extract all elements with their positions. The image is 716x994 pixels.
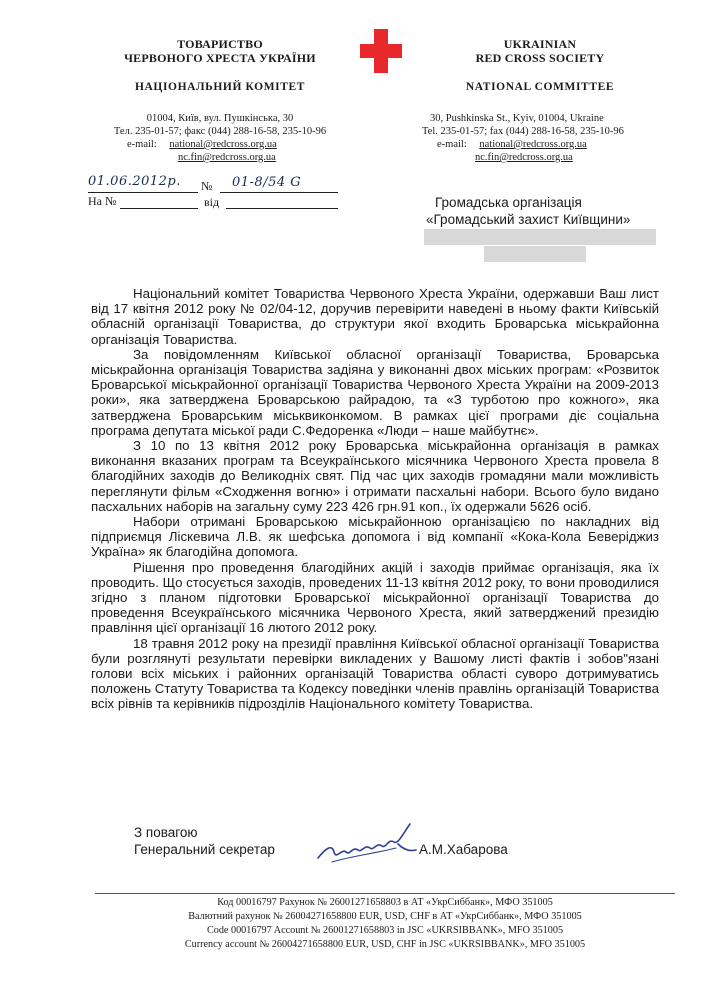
- handwritten-signature-icon: [312, 818, 422, 868]
- email-link-national-en[interactable]: national@redcross.org.ua: [479, 139, 587, 150]
- letter-body: [91, 286, 659, 712]
- address-english: 30, Pushkinska St., Kyiv, 01004, Ukraine: [430, 113, 604, 124]
- outgoing-number-sign: №: [201, 179, 213, 193]
- email-block-english: [416, 138, 686, 151]
- address-ukrainian: 01004, Київ, вул. Пушкінська, 30: [146, 113, 294, 124]
- bank-details-line1: Код 00016797 Рахунок № 26001271658803 в АТ «УкрСиббанк», МФО 351005: [217, 897, 553, 908]
- footer-divider: [95, 893, 675, 894]
- addressee-line2: «Громадський захист Київщини»: [426, 212, 631, 227]
- email-link-national[interactable]: national@redcross.org.ua: [169, 139, 277, 150]
- closing-phrase: З повагою: [134, 825, 198, 840]
- incoming-date-line: [226, 208, 338, 209]
- outgoing-number-line: [220, 192, 338, 193]
- phones-ukrainian: Тел. 235-01-57; факс (044) 288-16-58, 235-10-96: [113, 126, 327, 137]
- incoming-date-label: від: [204, 195, 220, 209]
- outgoing-date: 01.06.2012р.: [88, 174, 181, 189]
- outgoing-number: 01-8/54 G: [232, 175, 302, 190]
- org-name-ukrainian: [90, 37, 350, 65]
- bank-details-line3: Code 00016797 Account № 26001271658803 in JSC «UKRSIBBANK», MFO 351005: [206, 925, 564, 936]
- phones-english: Tel. 235-01-57; fax (044) 288-16-58, 235-10-96: [422, 126, 624, 137]
- org-name-line2: ЧЕРВОНОГО ХРЕСТА УКРАЇНИ: [124, 51, 316, 65]
- org-name-line2-en: RED CROSS SOCIETY: [475, 51, 605, 65]
- bank-details-line4: Currency account № 26004271658800 EUR, USD, CHF in JSC «UKRSIBBANK», MFO 351005: [184, 939, 586, 950]
- signatory-name: А.М.Хабарова: [419, 842, 508, 857]
- email-label: e-mail:: [127, 139, 157, 150]
- red-cross-icon: [360, 29, 402, 73]
- email-link-finance[interactable]: nc.fin@redcross.org.ua: [178, 152, 276, 163]
- paragraph-1: Національний комітет Товариства Червоного Хреста України, одержавши Ваш лист від 17 квітня 2012 року № 02/04-12, доручив перевірити наведені в ньому факти Київській обласній організації Товариства, до структури якої входить Броварська міськрайонна організація Товариства.: [91, 286, 659, 347]
- org-name-line1-en: UKRAINIAN: [503, 37, 577, 51]
- org-name-english: [440, 37, 640, 65]
- addressee: [426, 194, 706, 228]
- paragraph-3: З 10 по 13 квітня 2012 року Броварська міськрайонна організація в рамках виконання вказаних програм та Всеукраїнського місячника Червоного Хреста провела 8 благодійних заходів до Великодніх свят. Під час цих заходів громадяни мали можливість переглянути фільм «Сходження вогню» і отримати пасхальні набори. Всього було видано пасхальних наборів на загальну суму 223 426 грн.91 коп., їх одержали 5626 осіб.: [91, 438, 659, 514]
- outgoing-date-line: [88, 192, 198, 193]
- closing-block: [134, 824, 275, 858]
- redacted-block-1: [424, 229, 656, 245]
- incoming-number-line: [120, 208, 198, 209]
- email-label-en: e-mail:: [437, 139, 467, 150]
- committee-name-ukrainian: НАЦІОНАЛЬНИЙ КОМІТЕТ: [134, 81, 306, 93]
- email-block-ukrainian: [60, 138, 380, 151]
- redacted-block-2: [484, 246, 586, 262]
- incoming-number-label: На №: [88, 194, 117, 208]
- email-block-ukrainian-2: [60, 151, 380, 164]
- org-name-line1: ТОВАРИСТВО: [177, 37, 263, 51]
- paragraph-4: Набори отримані Броварською міськрайонною організацією по накладних від підприємця Ліскевича Л.В. як шефська допомога і від компанії «Кока-Кола Беверіджиз Україна» як благодійна допомога.: [91, 514, 659, 560]
- bank-details: [95, 896, 675, 952]
- bank-details-line2: Валютний рахунок № 26004271658800 EUR, USD, CHF в АТ «УкрСиббанк», МФО 351005: [188, 911, 582, 922]
- paragraph-5: Рішення про проведення благодійних акцій і заходів приймає організація, яка їх проводить. Що стосується заходів, проведених 11-13 квітня 2012 року, то вони проводилися згідно з планом підготовки Броварської міськрайонної організації Товариства до проведення Всеукраїнського місячника Червоного Хреста, який затверджений президію правління цієї організації 16 лютого 2012 року.: [91, 559, 659, 636]
- signatory-position: Генеральний секретар: [134, 842, 275, 857]
- addressee-line1: Громадська організація: [435, 195, 582, 210]
- contacts-ukrainian: [60, 112, 380, 164]
- email-link-finance-en[interactable]: nc.fin@redcross.org.ua: [475, 152, 573, 163]
- paragraph-2: За повідомленням Київської обласної організації Товариства, Броварська міськрайонна організація Товариства задіяна у виконанні двох міських програм: «Розвиток Броварської міськрайонної організації Товариства Червоного Хреста України на 2009-2013 роки», яка затверджена Броварською райрадою, та «З турботою про кожного», яка затверджена Броварським міськвиконкомом. В рамках цієї програми діє соціальна програма депутата міської ради С.Федоренка «Люди – наше майбутнє».: [91, 346, 659, 438]
- committee-name-english: NATIONAL COMMITTEE: [465, 81, 615, 93]
- paragraph-6: 18 травня 2012 року на президії правління Київської обласної організації Товариства були розглянуті результати перевірки викладених у Вашому листі фактів і зобов"язані голови всіх міських і районних організацій Товариства області суворо дотримуватись положень Статуту Товариства та Кодексу поведінки членів правлінь організацій Товариства всіх рівнів та керівників підрозділів Національного комітету Товариства.: [91, 635, 659, 712]
- email-block-english-2: [416, 151, 686, 164]
- contacts-english: [416, 112, 686, 164]
